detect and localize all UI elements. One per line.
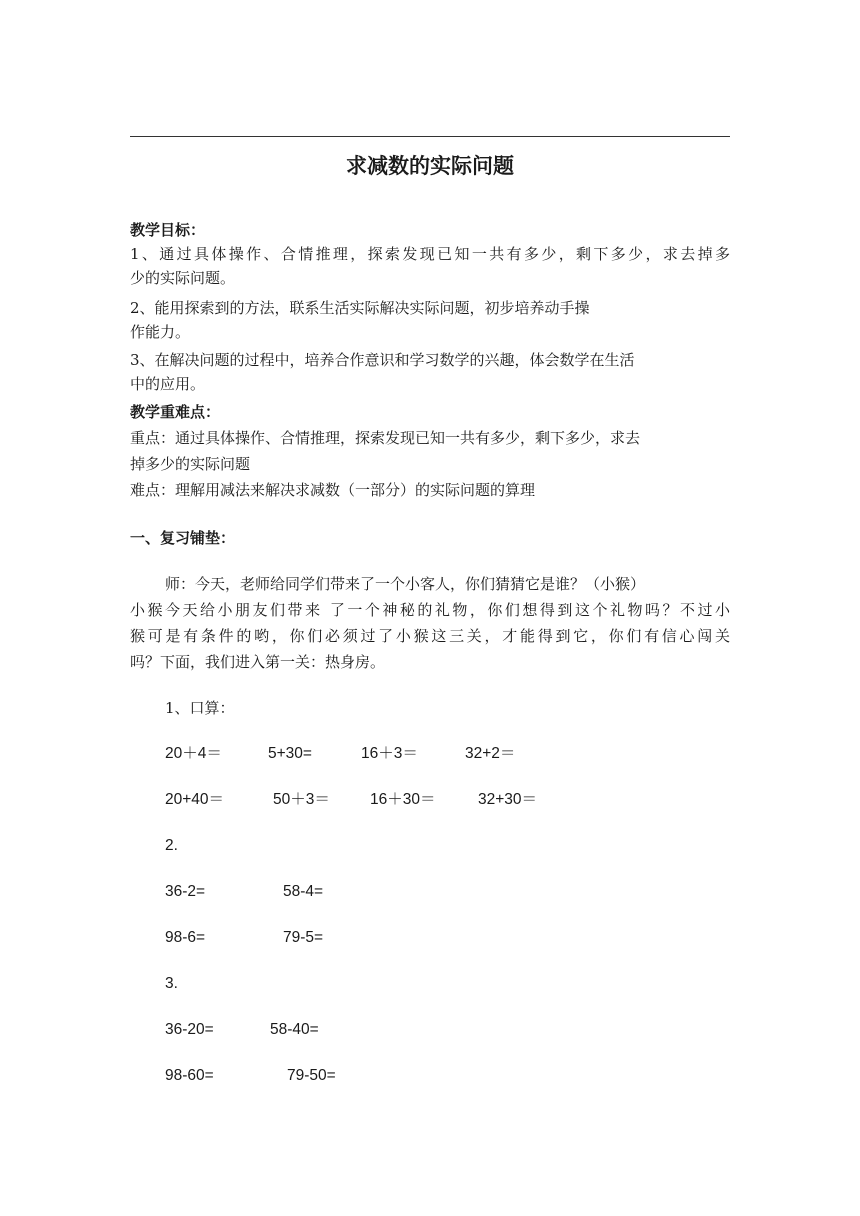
exercise-row xyxy=(0,926,860,950)
exercise-item: 36-20= xyxy=(165,1021,214,1038)
exercise-item: 98-60= xyxy=(165,1067,214,1084)
goals-line: 作能力。 xyxy=(130,323,191,341)
header-rule xyxy=(130,136,730,137)
review-paragraph-line: 小猴今天给小朋友们带来 了一个神秘的礼物，你们想得到这个礼物吗？不过小 xyxy=(130,601,730,619)
exercise-row xyxy=(0,1018,860,1042)
goals-line: 3、在解决问题的过程中，培养合作意识和学习数学的兴趣，体会数学在生活 xyxy=(130,351,635,369)
exercise-row xyxy=(0,880,860,904)
exercise-item: 32+30＝ xyxy=(478,791,538,808)
review-paragraph-line: 猴可是有条件的哟，你们必须过了小猴这三关，才能得到它，你们有信心闯关 xyxy=(130,627,730,645)
goals-heading: 教学目标： xyxy=(130,221,206,239)
exercise-item: 98-6= xyxy=(165,929,206,946)
exercise-row xyxy=(0,788,860,812)
difficult-point-line: 难点：理解用减法来解决求减数（一部分）的实际问题的算理 xyxy=(130,481,536,499)
exercise-part3-label: 3. xyxy=(165,975,178,992)
exercise-item: 58-40= xyxy=(270,1021,319,1038)
goals-line: 2、能用探索到的方法，联系生活实际解决实际问题，初步培养动手操 xyxy=(130,299,590,317)
exercise-item: 58-4= xyxy=(283,883,324,900)
page-title: 求减数的实际问题 xyxy=(346,154,514,178)
key-points-heading: 教学重难点： xyxy=(130,403,221,421)
exercise-item: 50＋3＝ xyxy=(273,791,330,808)
exercise-row xyxy=(0,1064,860,1088)
exercise-part2-label: 2. xyxy=(165,837,178,854)
exercise-item: 16＋3＝ xyxy=(361,745,418,762)
goals-line: 中的应用。 xyxy=(130,375,206,393)
exercise-item: 79-5= xyxy=(283,929,324,946)
exercise-part1-label: 1、口算： xyxy=(165,699,235,717)
exercise-item: 5+30= xyxy=(268,745,312,762)
exercise-item: 36-2= xyxy=(165,883,206,900)
key-point-line: 重点：通过具体操作、合情推理，探索发现已知一共有多少，剩下多少，求去 xyxy=(130,429,641,447)
exercise-item: 20＋4＝ xyxy=(165,745,222,762)
exercise-item: 20+40＝ xyxy=(165,791,225,808)
goals-line: 少的实际问题。 xyxy=(130,269,236,287)
exercise-item: 32+2＝ xyxy=(465,745,516,762)
review-paragraph-line: 师：今天，老师给同学们带来了一个小客人，你们猜猜它是谁？（小猴） xyxy=(165,575,646,593)
review-paragraph-line: 吗？下面，我们进入第一关：热身房。 xyxy=(130,653,386,671)
exercise-row xyxy=(0,742,860,766)
goals-line: 1、通过具体操作、合情推理，探索发现已知一共有多少，剩下多少，求去掉多 xyxy=(130,245,730,263)
exercise-item: 79-50= xyxy=(287,1067,336,1084)
review-heading: 一、复习铺垫： xyxy=(130,529,236,547)
exercise-item: 16＋30＝ xyxy=(370,791,436,808)
key-point-line: 掉多少的实际问题 xyxy=(130,455,251,473)
